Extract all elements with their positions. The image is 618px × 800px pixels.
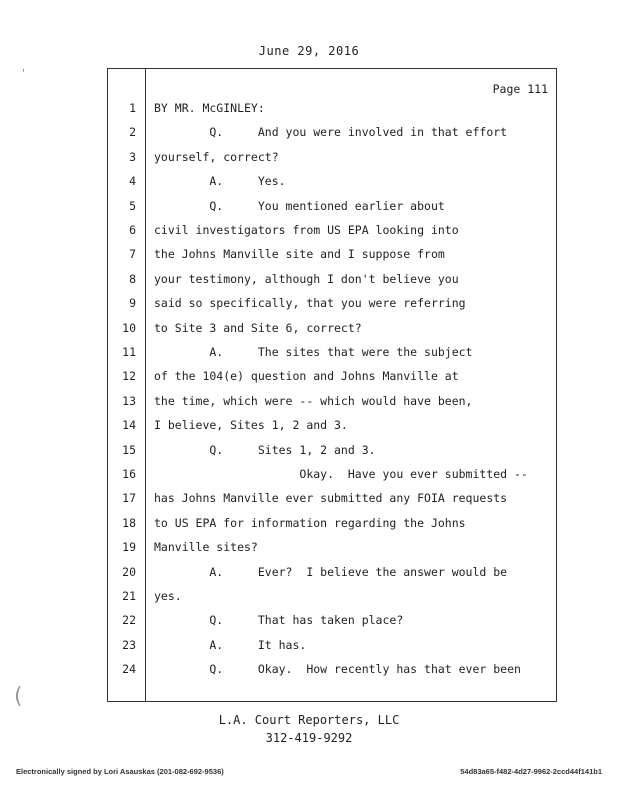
line-number: 4 bbox=[129, 174, 136, 189]
line-text: Okay. Have you ever submitted -- bbox=[154, 467, 528, 481]
transcript-line bbox=[108, 565, 558, 585]
line-number: 9 bbox=[129, 296, 136, 311]
transcript-line bbox=[108, 321, 558, 341]
line-number: 16 bbox=[122, 467, 136, 481]
line-text: Q. And you were involved in that effort bbox=[154, 125, 508, 140]
line-number: 11 bbox=[122, 345, 136, 359]
transcript-line bbox=[108, 272, 558, 292]
line-text: A. The sites that were the subject bbox=[154, 345, 473, 359]
line-text: of the 104(e) question and Johns Manville at bbox=[154, 369, 459, 384]
court-reporter-name: L.A. Court Reporters, LLC bbox=[218, 713, 400, 727]
transcript-line bbox=[108, 418, 558, 438]
court-reporter-phone: 312-419-9292 bbox=[265, 731, 353, 745]
line-number: 22 bbox=[122, 613, 136, 628]
line-number: 18 bbox=[122, 515, 136, 530]
transcript-date: June 29, 2016 bbox=[258, 44, 360, 58]
line-text: BY MR. McGINLEY: bbox=[154, 101, 265, 115]
line-text: Q. Sites 1, 2 and 3. bbox=[154, 442, 376, 457]
scan-bracket-left: ( bbox=[14, 684, 23, 709]
transcript-line bbox=[108, 199, 558, 219]
line-number: 8 bbox=[129, 271, 136, 286]
line-text: to US EPA for information regarding the Johns bbox=[154, 515, 466, 530]
line-number: 6 bbox=[129, 223, 136, 237]
line-text: yes. bbox=[154, 589, 182, 603]
line-text: A. Ever? I believe the answer would be bbox=[154, 564, 508, 579]
line-number: 2 bbox=[129, 125, 136, 140]
transcript-line bbox=[108, 296, 558, 316]
line-number: 20 bbox=[122, 564, 136, 579]
line-number: 17 bbox=[122, 491, 136, 506]
transcript-line bbox=[108, 638, 558, 658]
transcript-line bbox=[108, 516, 558, 536]
line-number: 13 bbox=[122, 393, 136, 408]
line-text: said so specifically, that you were referring bbox=[154, 296, 466, 311]
line-text: Q. That has taken place? bbox=[154, 613, 404, 628]
transcript-line bbox=[108, 662, 558, 682]
transcript-line bbox=[108, 247, 558, 267]
transcript-line bbox=[108, 613, 558, 633]
line-number: 24 bbox=[122, 662, 136, 677]
transcript-line bbox=[108, 540, 558, 560]
line-text: I believe, Sites 1, 2 and 3. bbox=[154, 418, 348, 433]
line-text: yourself, correct? bbox=[154, 149, 279, 164]
line-number: 15 bbox=[122, 442, 136, 457]
transcript-line bbox=[108, 101, 558, 121]
transcript-line bbox=[108, 443, 558, 463]
line-number: 7 bbox=[129, 247, 136, 262]
electronic-signature: Electronically signed by Lori Asauskas (201-082-692-9536) bbox=[16, 767, 224, 776]
transcript-page-frame bbox=[107, 68, 557, 702]
line-number: 10 bbox=[122, 320, 136, 335]
transcript-line bbox=[108, 467, 558, 487]
line-number: 3 bbox=[129, 149, 136, 164]
line-number: 14 bbox=[122, 418, 136, 433]
line-text: Q. Okay. How recently has that ever been bbox=[154, 662, 521, 677]
line-number: 5 bbox=[129, 198, 136, 213]
line-text: Q. You mentioned earlier about bbox=[154, 198, 445, 213]
line-text: has Johns Manville ever submitted any FOIA requests bbox=[154, 491, 508, 506]
transcript-line bbox=[108, 394, 558, 414]
line-number: 23 bbox=[122, 637, 136, 652]
line-number: 12 bbox=[122, 369, 136, 384]
transcript-line bbox=[108, 174, 558, 194]
page-number: Page 111 bbox=[492, 82, 548, 96]
transcript-line bbox=[108, 491, 558, 511]
line-text: civil investigators from US EPA looking into bbox=[154, 223, 459, 237]
transcript-line bbox=[108, 125, 558, 145]
line-number: 1 bbox=[129, 101, 136, 115]
document-id: 54d83a65-f482-4d27-9962-2ccd44f141b1 bbox=[460, 767, 602, 776]
line-text: Manville sites? bbox=[154, 540, 258, 555]
line-number: 21 bbox=[122, 589, 136, 603]
line-text: the time, which were -- which would have been, bbox=[154, 393, 473, 408]
line-text: the Johns Manville site and I suppose from bbox=[154, 247, 445, 262]
transcript-line bbox=[108, 369, 558, 389]
transcript-line bbox=[108, 223, 558, 243]
transcript-line bbox=[108, 345, 558, 365]
transcript-line bbox=[108, 589, 558, 609]
line-text: A. Yes. bbox=[154, 174, 286, 189]
line-text: to Site 3 and Site 6, correct? bbox=[154, 320, 362, 335]
scan-mark-top-left: ' bbox=[22, 68, 25, 79]
transcript-line bbox=[108, 150, 558, 170]
line-number: 19 bbox=[122, 540, 136, 555]
line-text: your testimony, although I don't believe you bbox=[154, 271, 459, 286]
line-text: A. It has. bbox=[154, 637, 307, 652]
